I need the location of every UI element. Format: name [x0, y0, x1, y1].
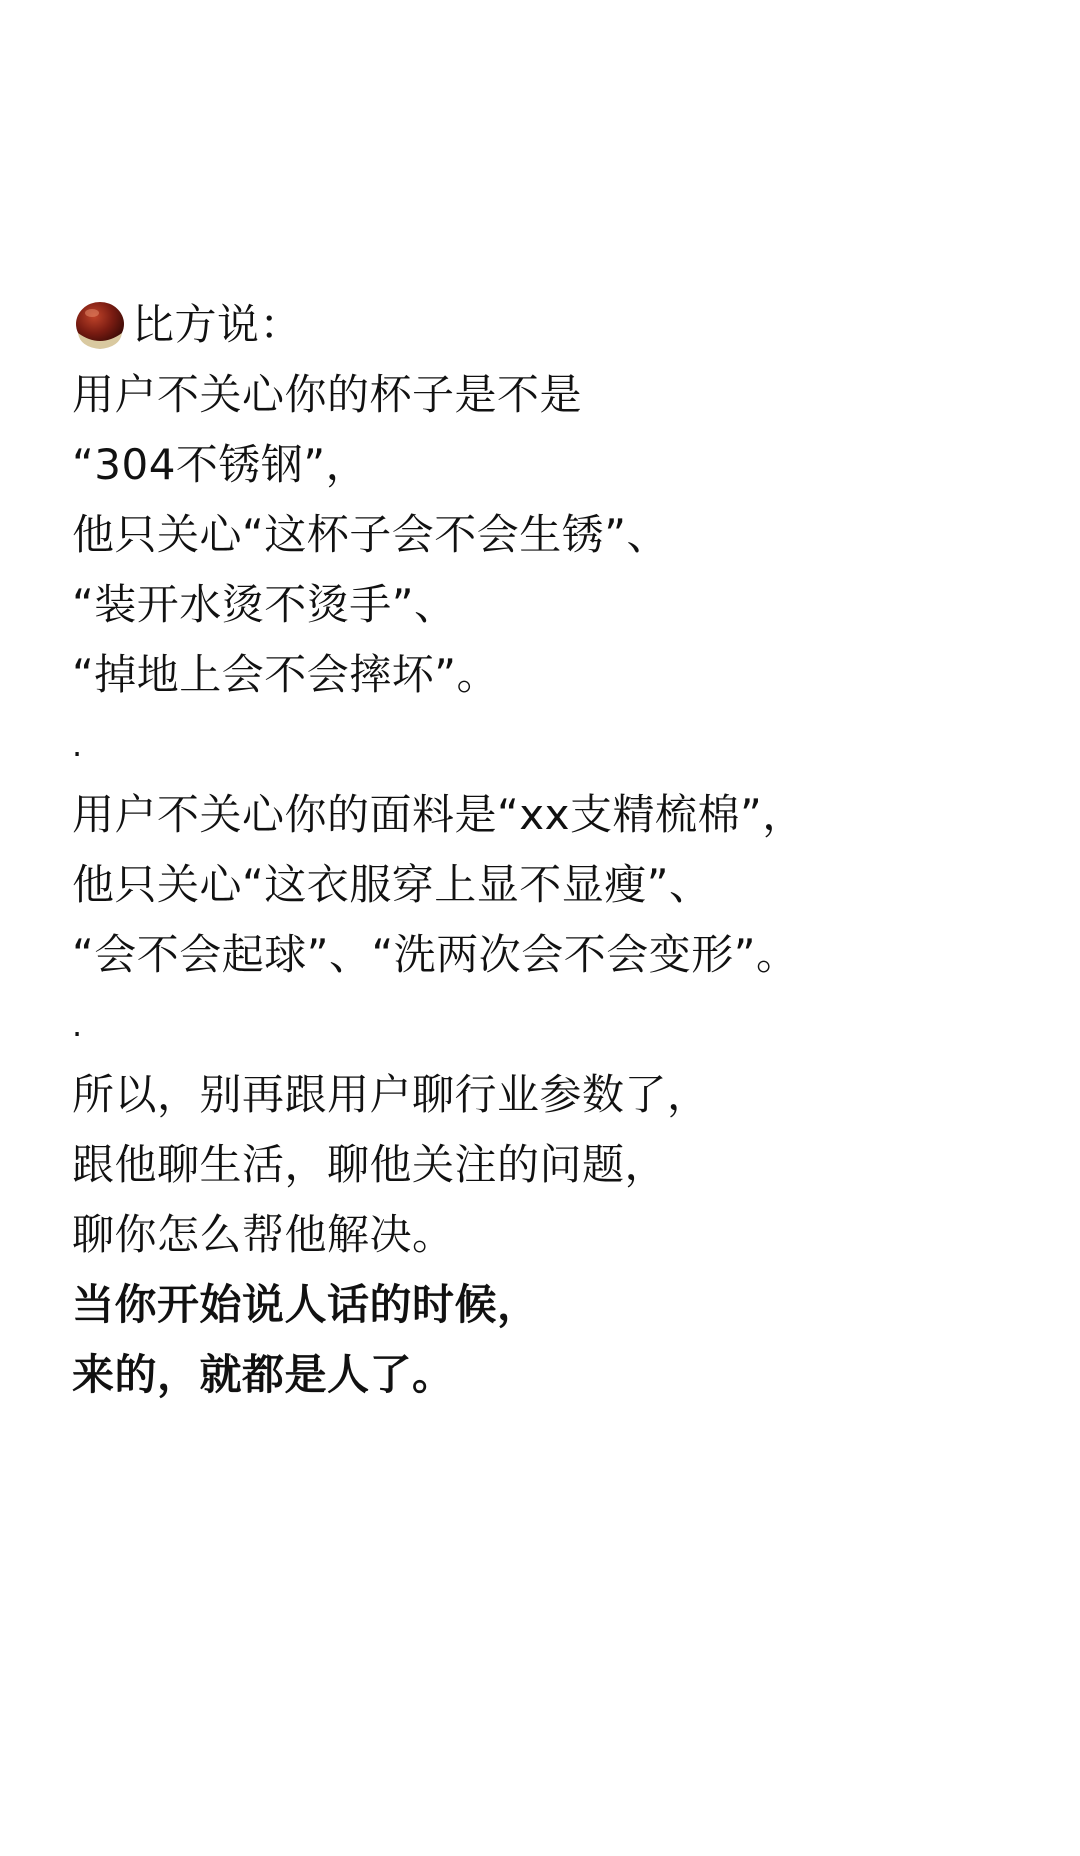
body-line: 他只关心“这杯子会不会生锈”、 — [72, 510, 670, 559]
body-line: 用户不关心你的面料是“xx支精梳棉”， — [72, 790, 805, 839]
body-line: 用户不关心你的杯子是不是 — [72, 370, 583, 419]
body-line: 所以，别再跟用户聊行业参数了， — [72, 1070, 710, 1119]
body-line: 他只关心“这衣服穿上显不显瘦”、 — [72, 860, 712, 909]
body-line: 聊你怎么帮他解决。 — [72, 1210, 455, 1259]
body-line: 跟他聊生活，聊他关注的问题， — [72, 1140, 668, 1189]
heading-line — [72, 290, 1032, 360]
separator-dot: . — [72, 1006, 83, 1044]
bold-conclusion-line: 当你开始说人话的时候， — [72, 1280, 540, 1329]
post-content — [72, 290, 1032, 1410]
body-line: “掉地上会不会摔坏”。 — [72, 650, 500, 699]
heading-text: 比方说： — [132, 300, 303, 349]
body-line: “304不锈钢”， — [72, 440, 369, 489]
bold-conclusion-line: 来的，就都是人了。 — [72, 1350, 455, 1399]
separator-dot: . — [72, 726, 83, 764]
chestnut-icon — [72, 297, 128, 353]
body-line: “会不会起球”、“洗两次会不会变形”。 — [72, 930, 799, 979]
body-line: “装开水烫不烫手”、 — [72, 580, 457, 629]
